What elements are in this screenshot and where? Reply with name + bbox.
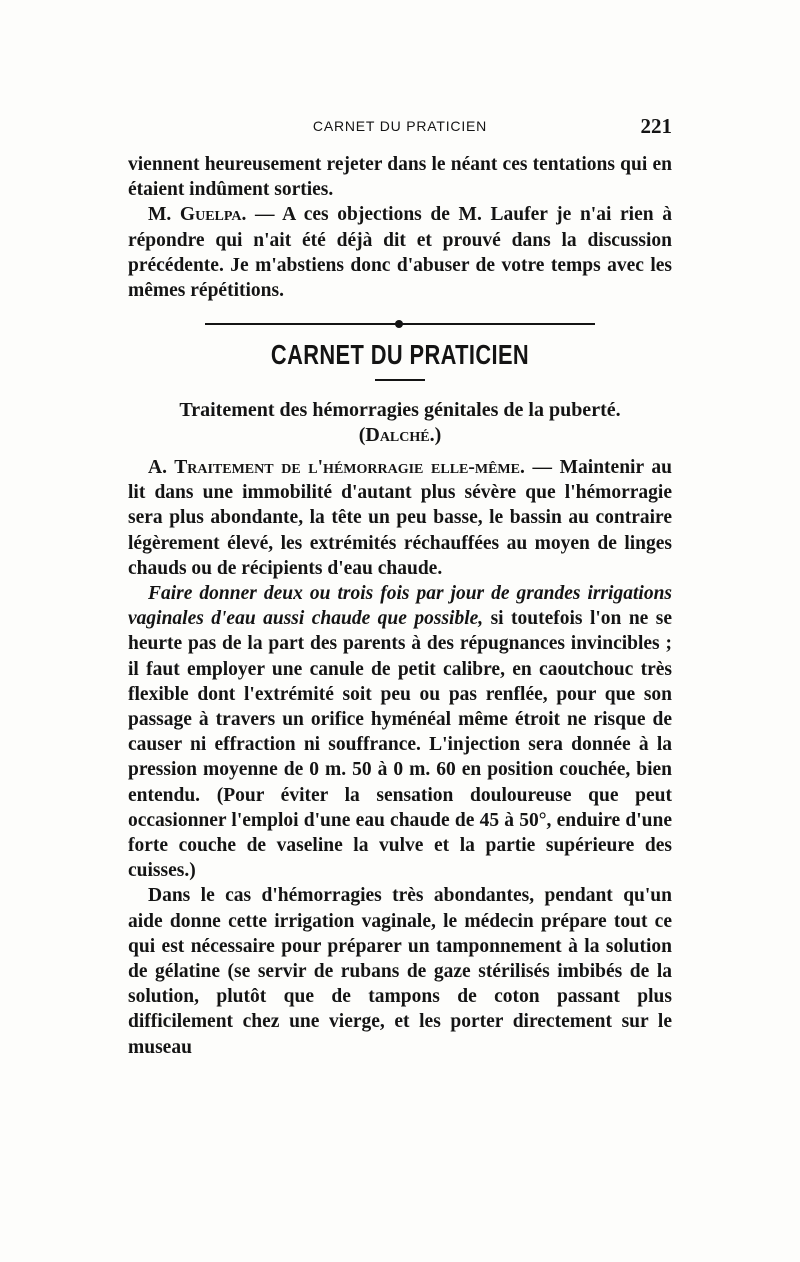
page-number: 221	[640, 114, 672, 138]
intro-paragraph-2-text: — A ces objections de M. Laufer je n'ai rien à répondre qui n'ait été déjà dit et prouvé dans la discussion précédente. Je m'abstiens donc d'abuser de votre temps avec les mêmes répétitions.	[128, 204, 672, 302]
body-paragraph-3: Dans le cas d'hémorragies très abondantes, pendant qu'un aide donne cette irrigation vaginale, le médecin prépare tout ce qui est nécessaire pour préparer un tamponnement à la solution de gélatine (se servir de rubans de gaze stérilisés imbibés de la solution, plutôt que de tampons de coton passant plus difficilement chez une vierge, et les porter directement sur le museau	[128, 885, 672, 1058]
body-paragraph-2	[128, 581, 672, 883]
body-paragraph-1	[128, 455, 672, 581]
running-head	[128, 114, 672, 140]
article-title: Traitement des hémorragies génitales de la puberté.	[179, 399, 621, 421]
body-paragraph-2-italic: Faire donner deux ou trois fois par jour de grandes irrigations vaginales d'eau aussi chaude que possible,	[128, 583, 672, 630]
intro-text	[128, 152, 672, 303]
article-author: (Dalché.)	[358, 424, 442, 446]
body-paragraph-2-text: si toutefois l'on ne se heurte pas de la part des parents à des répugnances invincibles ; il faut employer une canule de petit calibre, en caoutchouc très flexible dont l'extrémité soit peu ou pas renflée, pour que son passage à travers un orifice hyménéal même étroit ne risque de causer ni effraction ni souffrance. L'injection sera donnée à la pression moyenne de 0 m. 50 à 0 m. 60 en position couchée, bien entendu. (Pour éviter la sensation douloureuse que peut occasionner l'emploi d'une eau chaude de 45 à 50°, enduire d'une forte couche de vaseline la vulve et la partie supérieure des cuisses.)	[128, 608, 672, 882]
article-heading	[128, 398, 672, 448]
subsection-lead: A. Traitement de l'hémorragie elle-même.	[148, 457, 525, 478]
section-title: CARNET DU PRATICIEN	[270, 339, 530, 370]
intro-paragraph-1: viennent heureusement rejeter dans le néant ces tentations qui en étaient indûment sorties.	[128, 154, 672, 201]
ornamental-divider	[205, 320, 595, 328]
article-body	[128, 455, 672, 1060]
body-paragraph-1-text: — Maintenir au lit dans une immobilité d'autant plus sévère que l'hémorragie sera plus abondante, la tête un peu basse, le bassin au contraire légèrement élevé, les extrémités réchauffées au moyen de linges chauds ou de récipients d'eau chaude.	[128, 457, 672, 579]
short-rule	[375, 379, 425, 381]
running-title: CARNET DU PRATICIEN	[312, 118, 488, 134]
divider-diamond	[395, 320, 403, 328]
speaker-name: M. Guelpa.	[148, 204, 247, 226]
intro-paragraph-2	[128, 202, 672, 303]
